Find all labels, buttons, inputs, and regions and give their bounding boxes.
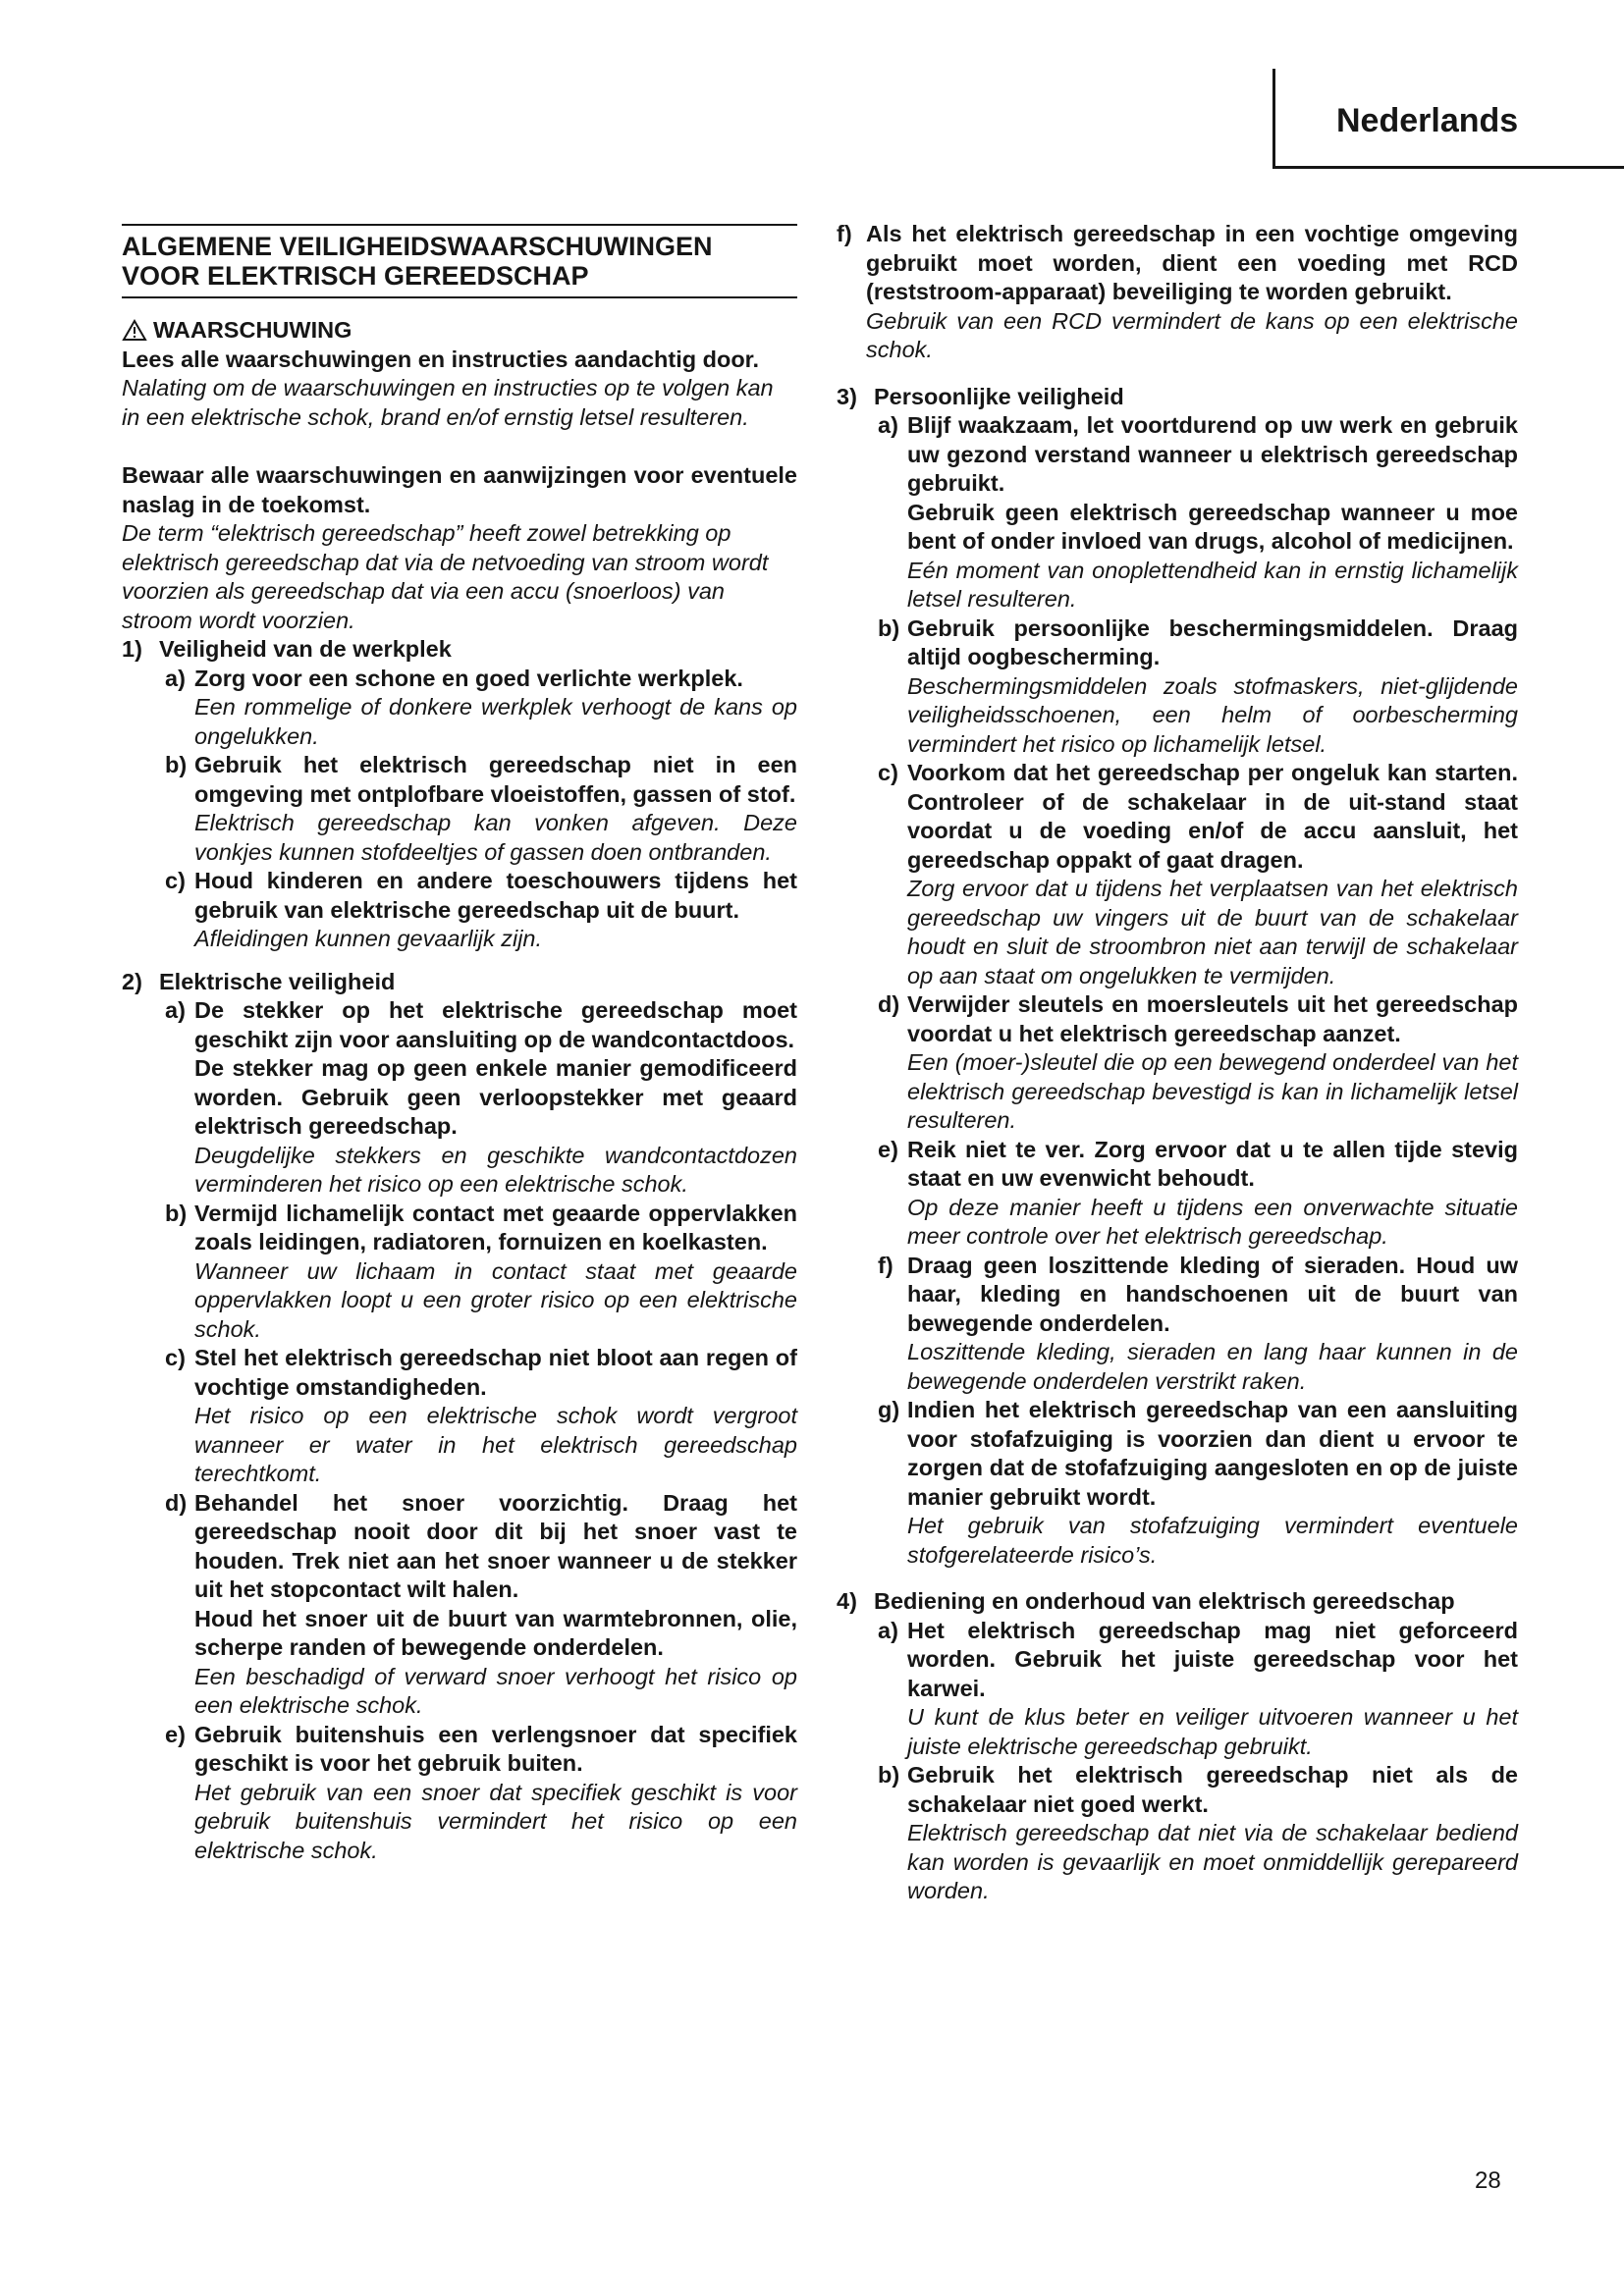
item-3c: c) Voorkom dat het gereedschap per ongeluk kan starten. Controleer of de schakelaar in de uit-stand staat voordat u de voeding en/of de accu aansluit, het gereedschap oppakt of gaat dragen. Zorg ervoor dat u tijdens het verplaatsen van het elektrisch gereedschap uw vingers uit de buurt van de schakelaar houdt en sluit de stroombron niet aan terwijl de schakelaar op aan staat om ongelukken te vermijden. <box>878 760 1518 988</box>
heading-line-1: ALGEMENE VEILIGHEIDSWAARSCHUWINGEN <box>122 232 713 261</box>
warning-triangle-icon <box>122 319 147 342</box>
section-heading <box>122 224 797 298</box>
item-2f: f) Als het elektrisch gereedschap in een vochtige omgeving gebruikt moet worden, dient een voeding met RCD (reststroom-apparaat) beveiliging te worden gebruikt. Gebruik van een RCD vermindert de kans op een elektrische schok. <box>837 221 1518 362</box>
warning-label: WAARSCHUWING <box>153 317 352 343</box>
language-label: Nederlands <box>1336 102 1519 139</box>
item-1c: c) Houd kinderen en andere toeschouwers tijdens het gebruik van elektrische gereedschap uit de buurt. Afleidingen kunnen gevaarlijk zijn. <box>165 868 797 951</box>
item-3a: a) Blijf waakzaam, let voortdurend op uw werk en gebruik uw gezond verstand wanneer u elektrisch gereedschap gebruikt. Gebruik geen elektrisch gereedschap wanneer u moe bent of onder invloed van drugs, alcohol of medicijnen. Eén moment van onoplettendheid kan in ernstig lichamelijk letsel resulteren. <box>878 412 1518 612</box>
heading-line-2: VOOR ELEKTRISCH GEREEDSCHAP <box>122 261 589 291</box>
section-3-title: 3) Persoonlijke veiligheid <box>837 383 1124 409</box>
item-2b: b) Vermijd lichamelijk contact met geaarde oppervlakken zoals leidingen, radiatoren, fornuizen en koelkasten. Wanneer uw lichaam in contact staat met geaarde oppervlakken loopt u een groter risico op een elektrische schok. <box>165 1200 797 1342</box>
page-number: 28 <box>1475 2167 1501 2194</box>
section-4-title: 4) Bediening en onderhoud van elektrisch gereedschap <box>837 1588 1455 1614</box>
section-1-title: 1) Veiligheid van de werkplek <box>122 636 452 662</box>
warning-title <box>122 316 797 346</box>
item-4b: b) Gebruik het elektrisch gereedschap niet als de schakelaar niet goed werkt. Elektrisch gereedschap dat niet via de schakelaar bediend kan worden is gevaarlijk en moet onmiddellijk gerepareerd worden. <box>878 1762 1518 1903</box>
item-2c: c) Stel het elektrisch gereedschap niet bloot aan regen of vochtige omstandigheden. Het risico op een elektrische schok wordt vergroot wanneer er water in het elektrisch gereedschap terechtkomt. <box>165 1345 797 1486</box>
item-2d: d) Behandel het snoer voorzichtig. Draag het gereedschap nooit door dit bij het snoer vast te houden. Trek niet aan het snoer wanneer u de stekker uit het stopcontact wilt halen. Houd het snoer uit de buurt van warmtebronnen, olie, scherpe randen of bewegende onderdelen. Een beschadigd of verward snoer verhoogt het risico op een elektrische schok. <box>165 1489 797 1718</box>
item-3e: e) Reik niet te ver. Zorg ervoor dat u te allen tijde stevig staat en uw evenwicht behoudt. Op deze manier heeft u tijdens een onverwachte situatie meer controle over het elektrisch gereedschap. <box>878 1136 1518 1249</box>
warning-italic-text: Nalating om de waarschuwingen en instructies op te volgen kan in een elektrische schok, brand en/of ernstig letsel resulteren. <box>122 375 774 430</box>
item-3f: f) Draag geen loszittende kleding of sieraden. Houd uw haar, kleding en handschoenen uit de buurt van bewegende onderdelen. Loszittende kleding, sieraden en lang haar kunnen in de bewegende onderdelen verstrikt raken. <box>878 1252 1518 1394</box>
item-1a: a) Zorg voor een schone en goed verlichte werkplek. Een rommelige of donkere werkplek verhoogt de kans op ongelukken. <box>165 665 797 749</box>
section-2-title: 2) Elektrische veiligheid <box>122 968 396 994</box>
warning-bold-text: Lees alle waarschuwingen en instructies aandachtig door. <box>122 346 760 372</box>
item-4a: a) Het elektrisch gereedschap mag niet geforceerd worden. Gebruik het juiste gereedschap voor het karwei. U kunt de klus beter en veiliger uitvoeren wanneer u het juiste elektrische gereedschap gebruikt. <box>878 1617 1518 1759</box>
language-tab <box>1272 69 1624 169</box>
item-3d: d) Verwijder sleutels en moersleutels uit het gereedschap voordat u het elektrisch gereedschap aanzet. Een (moer-)sleutel die op een bewegend onderdeel van het elektrisch gereedschap bevestigd is kan in lichamelijk letsel resulteren. <box>878 991 1518 1133</box>
left-column <box>122 196 797 1865</box>
item-2e: e) Gebruik buitenshuis een verlengsnoer dat specifiek geschikt is voor het gebruik buiten. Het gebruik van een snoer dat specifiek geschikt is voor gebruik buitenshuis vermindert het risico op een elektrische schok. <box>165 1721 797 1863</box>
item-1b: b) Gebruik het elektrisch gereedschap niet in een omgeving met ontplofbare vloeistoffen, gassen of stof. Elektrisch gereedschap kan vonken afgeven. Deze vonkjes kunnen stofdeeltjes of gassen doen ontbranden. <box>165 752 797 865</box>
right-column <box>837 220 1518 1906</box>
keep-bold-text: Bewaar alle waarschuwingen en aanwijzingen voor eventuele naslag in de toekomst. <box>122 462 797 517</box>
item-2a: a) De stekker op het elektrische gereedschap moet geschikt zijn voor aansluiting op de wandcontactdoos. De stekker mag op geen enkele manier gemodificeerd worden. Gebruik geen verloopstekker met geaard elektrisch gereedschap. Deugdelijke stekkers en geschikte wandcontactdozen verminderen het risico op een elektrische schok. <box>165 997 797 1197</box>
keep-italic-text: De term “elektrisch gereedschap” heeft zowel betrekking op elektrisch gereedschap dat via de netvoeding van stroom wordt voorzien als gereedschap dat via een accu (snoerloos) van stroom wordt voorzien. <box>122 520 769 633</box>
item-3g: g) Indien het elektrisch gereedschap van een aansluiting voor stofafzuiging is voorzien dan dient u ervoor te zorgen dat de stofafzuiging aangesloten en op de juiste manier gebruikt wordt. Het gebruik van stofafzuiging vermindert eventuele stofgerelateerde risico’s. <box>878 1397 1518 1568</box>
item-3b: b) Gebruik persoonlijke beschermingsmiddelen. Draag altijd oogbescherming. Beschermingsmiddelen zoals stofmaskers, niet-glijdende veiligheidsschoenen, een helm of oorbescherming vermindert het risico op lichamelijk letsel. <box>878 614 1518 757</box>
